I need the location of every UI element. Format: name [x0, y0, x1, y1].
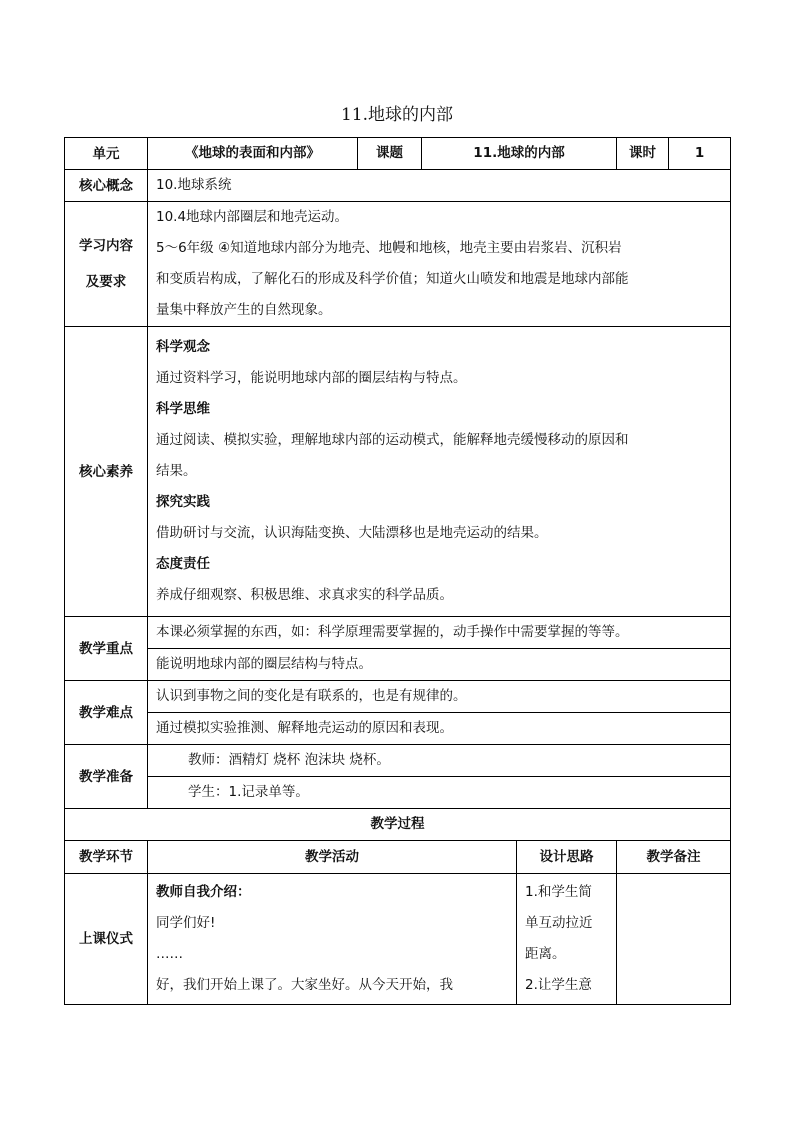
stage-name: 上课仪式 [65, 874, 148, 1005]
document-title: 11.地球的内部 [340, 105, 454, 125]
topic-label: 课题 [358, 138, 422, 170]
lesson-plan-table [64, 137, 731, 1005]
key-points-text-2: 能说明地球内部的圈层结构与特点。 [148, 649, 731, 681]
process-header-row [65, 841, 731, 874]
key-points-text-1: 本课必须掌握的东西，如：科学原理需要掌握的，动手操作中需要掌握的等等。 [148, 617, 731, 649]
stage-note [617, 874, 731, 1005]
requirements-content [148, 202, 731, 327]
key-points-row-2 [65, 649, 731, 681]
difficulties-text-1: 认识到事物之间的变化是有联系的，也是有规律的。 [148, 681, 731, 713]
requirements-label-line2: 及要求 [85, 274, 127, 290]
process-col-notes: 教学备注 [617, 841, 731, 874]
literacy-content [148, 327, 731, 617]
difficulties-row-1 [65, 681, 731, 713]
preparation-teacher: 教师：酒精灯 烧杯 泡沫块 烧杯。 [148, 745, 731, 777]
activity-line: 同学们好! [156, 915, 216, 931]
difficulties-row-2 [65, 713, 731, 745]
activity-line: 好，我们开始上课了。大家坐好。从今天开始，我 [156, 977, 453, 993]
activity-line: …… [156, 946, 183, 962]
literacy-heading-thinking: 科学思维 [156, 401, 210, 417]
key-points-row-1 [65, 617, 731, 649]
topic-value: 11.地球的内部 [422, 138, 617, 170]
process-col-activity: 教学活动 [148, 841, 517, 874]
core-concept-row [65, 170, 731, 202]
stage-design [517, 874, 617, 1005]
literacy-heading-attitude: 态度责任 [156, 556, 210, 572]
design-line: 1.和学生简 [525, 884, 592, 900]
literacy-text: 结果。 [156, 463, 197, 479]
preparation-row-2 [65, 777, 731, 809]
stage-activity [148, 874, 517, 1005]
process-col-stage: 教学环节 [65, 841, 148, 874]
requirements-line: 10.4地球内部圈层和地壳运动。 [156, 209, 349, 225]
literacy-label: 核心素养 [65, 327, 148, 617]
requirements-line: 和变质岩构成，了解化石的形成及科学价值；知道火山喷发和地震是地球内部能 [156, 271, 629, 287]
requirements-label [65, 202, 148, 327]
literacy-text: 通过资料学习，能说明地球内部的圈层结构与特点。 [156, 370, 467, 386]
requirements-row [65, 202, 731, 327]
unit-label: 单元 [65, 138, 148, 170]
design-line: 2.让学生意 [525, 977, 592, 993]
preparation-label: 教学准备 [65, 745, 148, 809]
literacy-heading-concept: 科学观念 [156, 339, 210, 355]
requirements-label-line1: 学习内容 [79, 238, 133, 254]
difficulties-text-2: 通过模拟实验推测、解释地壳运动的原因和表现。 [148, 713, 731, 745]
requirements-line: 5～6年级 ④知道地球内部分为地壳、地幔和地核，地壳主要由岩浆岩、沉积岩 [156, 240, 622, 256]
design-line: 距离。 [525, 946, 566, 962]
activity-heading: 教师自我介绍： [156, 884, 251, 900]
unit-value: 《地球的表面和内部》 [148, 138, 358, 170]
requirements-line: 量集中释放产生的自然现象。 [156, 302, 332, 318]
literacy-row [65, 327, 731, 617]
core-concept-label: 核心概念 [65, 170, 148, 202]
literacy-text: 通过阅读、模拟实验，理解地球内部的运动模式，能解释地壳缓慢移动的原因和 [156, 432, 629, 448]
period-value: 1 [669, 138, 731, 170]
difficulties-label: 教学难点 [65, 681, 148, 745]
process-title: 教学过程 [65, 809, 731, 841]
process-col-design: 设计思路 [517, 841, 617, 874]
process-title-row [65, 809, 731, 841]
design-line: 单互动拉近 [525, 915, 593, 931]
core-concept-value: 10.地球系统 [148, 170, 731, 202]
preparation-row-1 [65, 745, 731, 777]
header-row [65, 138, 731, 170]
key-points-label: 教学重点 [65, 617, 148, 681]
literacy-text: 借助研讨与交流，认识海陆变换、大陆漂移也是地壳运动的结果。 [156, 525, 548, 541]
literacy-heading-practice: 探究实践 [156, 494, 210, 510]
literacy-text: 养成仔细观察、积极思维、求真求实的科学品质。 [156, 587, 453, 603]
process-stage-row [65, 874, 731, 1005]
period-label: 课时 [617, 138, 669, 170]
preparation-student: 学生：1.记录单等。 [148, 777, 731, 809]
